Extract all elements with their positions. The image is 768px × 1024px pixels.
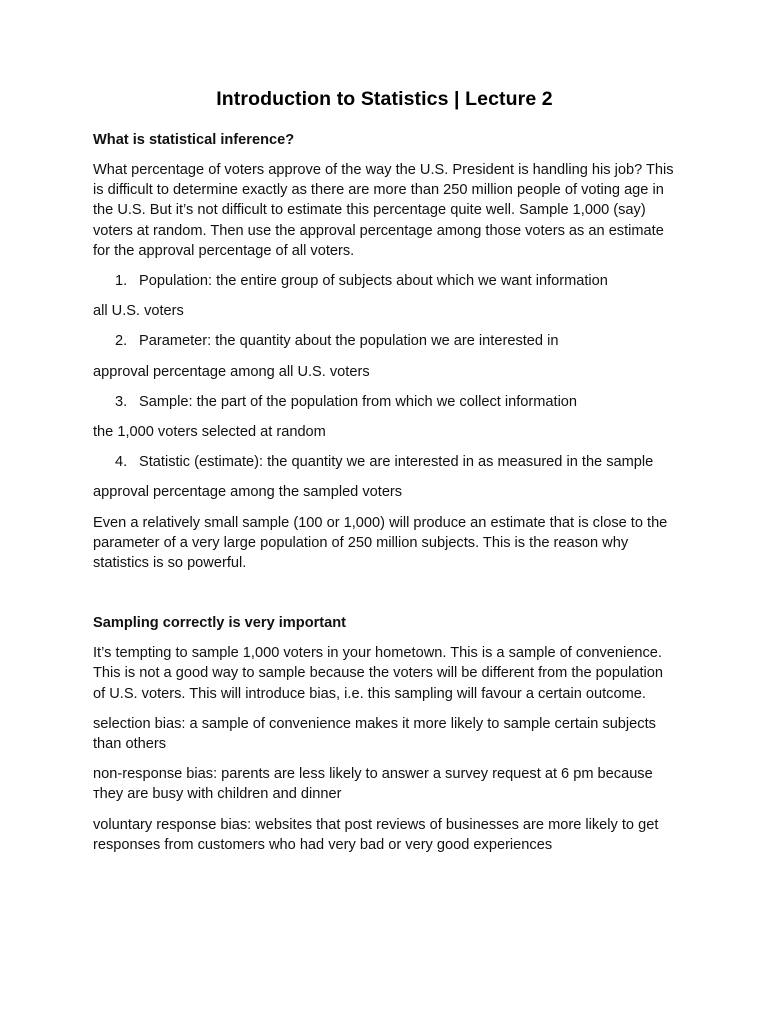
section-heading-sampling: Sampling correctly is very important [93,615,347,632]
definition-item-sample [93,392,676,412]
definitions-list [93,271,676,291]
paragraph-non-response-bias: non-response bias: parents are less likely to answer a survey request at 6 pm because ᴛhey are busy with children and dinner [93,766,653,803]
definition-number: 4. [115,454,128,471]
definition-text: Statistic (estimate): the quantity we are interested in as measured in the sample [139,454,654,471]
definitions-list [93,452,676,472]
definition-example-parameter: approval percentage among all U.S. voters [93,363,370,380]
section-heading-inference: What is statistical inference? [93,132,295,148]
definition-text: Population: the entire group of subjects about which we want information [139,273,608,290]
paragraph-inference-intro: What percentage of voters approve of the way the U.S. President is handling his job? This is difficult to determine exactly as there are more than 250 million people of voting age in the U.S. But it’s not difficult to estimate this percentage quite well. Sample 1,000 (say) voters at random. Then use the approval percentage among those voters as an estimate for the approval percentage of all voters. [93,162,674,259]
paragraph-inference-conclusion: Even a relatively small sample (100 or 1,000) will produce an estimate that is close to the parameter of a very large population of 250 million subjects. This is the reason why statistics is so powerful. [93,514,668,572]
definition-item-population [93,271,676,291]
definition-example-sample: the 1,000 voters selected at random [93,424,326,441]
definition-item-parameter [93,331,676,351]
definition-number: 1. [115,273,128,290]
definition-number: 3. [115,393,128,410]
definition-example-statistic: approval percentage among the sampled voters [93,484,403,501]
definition-text: Parameter: the quantity about the population we are interested in [139,333,559,350]
paragraph-sampling-intro: It’s tempting to sample 1,000 voters in your hometown. This is a sample of convenience. This is not a good way to sample because the voters will be different from the population of U.S. voters. This will introduce bias, i.e. this sampling will favour a certain outcome. [93,645,664,702]
definition-text: Sample: the part of the population from which we collect information [139,393,578,410]
paragraph-selection-bias: selection bias: a sample of convenience makes it more likely to sample certain subjects than others [93,715,656,753]
definitions-list [93,392,676,412]
paragraph-voluntary-response-bias: voluntary response bias: websites that post reviews of businesses are more likely to get responses from customers who had very bad or very good experiences [93,816,659,853]
document-title-text: Introduction to Statistics | Lecture 2 [216,88,553,110]
definition-item-statistic [93,452,676,472]
definition-example-population: all U.S. voters [93,303,184,320]
document-title [93,86,676,112]
definition-number: 2. [115,333,128,350]
definitions-list [93,331,676,351]
